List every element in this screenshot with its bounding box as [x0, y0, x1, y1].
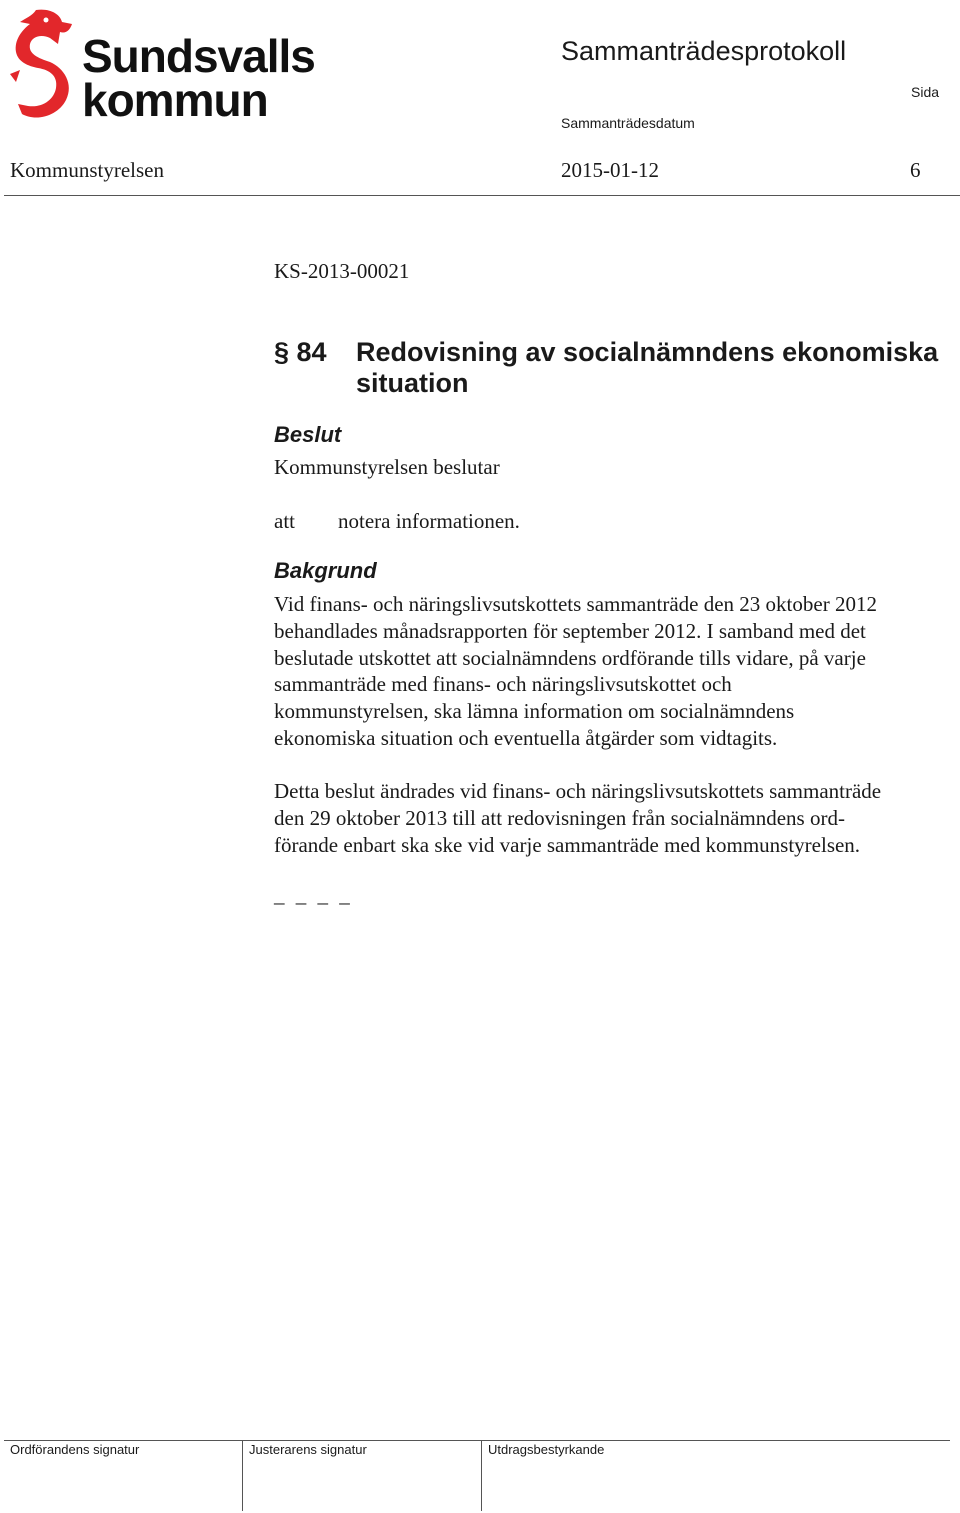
- document-type: Sammanträdesprotokoll: [561, 36, 847, 66]
- beslut-text: Kommunstyrelsen beslutar: [274, 455, 500, 479]
- paragraph-line: ekonomiska situation och eventuella åtgärder som vidtagits.: [274, 725, 778, 750]
- meeting-date-label: Sammanträdesdatum: [561, 115, 695, 131]
- section-title: Redovisning av socialnämndens ekonomiska situation: [356, 337, 939, 398]
- beslut-heading: Beslut: [274, 422, 342, 447]
- paragraph-line: förande enbart ska ske vid varje sammanträde med kommunstyrelsen.: [274, 832, 861, 857]
- paragraph-line: kommunstyrelsen, ska lämna information om socialnämndens: [274, 699, 795, 724]
- sundsvall-logo: [6, 4, 315, 126]
- decision-item: notera informationen.: [338, 509, 520, 533]
- dragon-emblem-icon: [6, 4, 78, 122]
- bakgrund-heading: Bakgrund: [274, 558, 377, 583]
- background-paragraph-1: [274, 591, 954, 752]
- extract-certification-label: Utdragsbestyrkande: [488, 1442, 605, 1457]
- paragraph-line: den 29 oktober 2013 till att redovisningen från socialnämndens ord-: [274, 805, 845, 830]
- end-of-section-mark: _ _ _ _: [274, 883, 353, 907]
- background-paragraph-2: [274, 778, 954, 858]
- chair-signature-label: Ordförandens signatur: [10, 1442, 140, 1457]
- paragraph-line: sammanträde med finans- och näringslivsutskottet och: [274, 672, 732, 697]
- case-number: KS-2013-00021: [274, 259, 410, 283]
- paragraph-line: beslutade utskottet att socialnämndens ordförande tills vidare, på varje: [274, 645, 866, 670]
- footer-divider: [4, 1440, 950, 1441]
- organization-name: Kommunstyrelsen: [10, 158, 164, 182]
- page-label: Sida: [911, 84, 940, 100]
- att-keyword: att: [274, 509, 295, 533]
- meeting-date: 2015-01-12: [561, 158, 659, 182]
- footer-column-divider: [242, 1440, 243, 1511]
- header-divider: [4, 195, 960, 196]
- paragraph-line: behandlades månadsrapporten för september 2012. I samband med det: [274, 618, 866, 643]
- logo-word-sundsvalls: Sundsvalls: [82, 30, 315, 82]
- logo-word-kommun: kommun: [82, 74, 268, 126]
- adjuster-signature-label: Justerarens signatur: [249, 1442, 367, 1457]
- paragraph-line: Vid finans- och näringslivsutskottets sammanträde den 23 oktober 2012: [274, 592, 877, 616]
- footer-column-divider: [481, 1440, 482, 1511]
- page-number: 6: [910, 158, 921, 182]
- paragraph-line: Detta beslut ändrades vid finans- och näringslivsutskottets sammanträde: [274, 779, 882, 803]
- section-number: § 84: [274, 337, 327, 367]
